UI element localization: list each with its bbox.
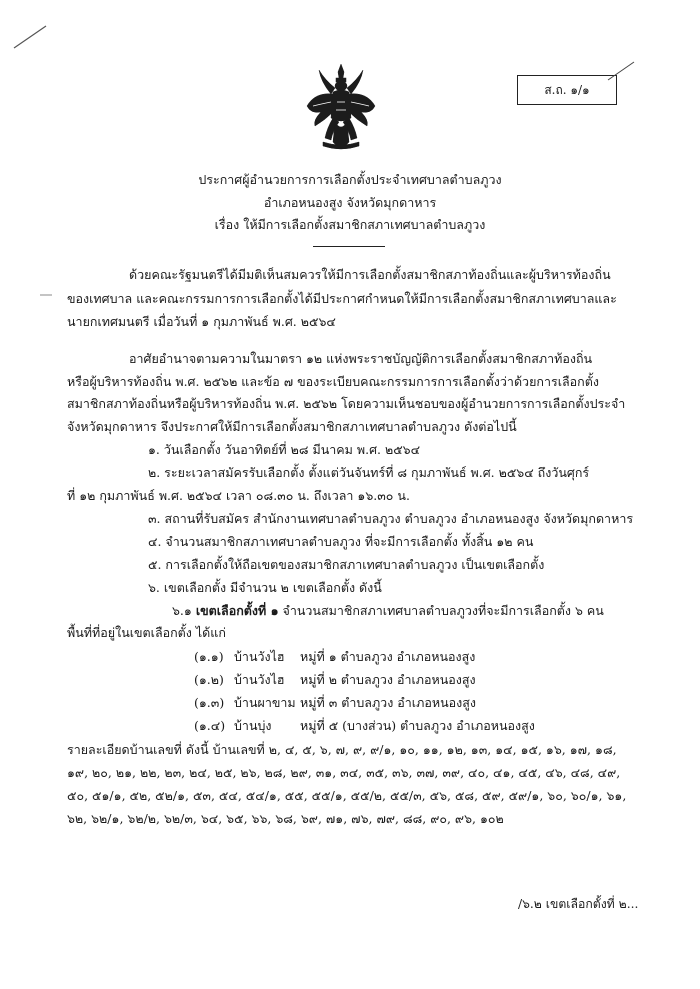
village-name: บ้านวังไฮ <box>234 672 285 687</box>
item-4: ๔. จำนวนสมาชิกสภาเทศบาลตำบลภูวง ที่จะมีการเลือกตั้ง ทั้งสิ้น ๑๒ คน <box>148 534 534 549</box>
announcement-location: อำเภอหนองสูง จังหวัดมุกดาหาร <box>263 195 437 210</box>
pen-stroke-mark <box>10 22 50 52</box>
garuda-emblem-icon <box>305 62 377 154</box>
village-row <box>194 694 476 712</box>
item-1: ๑. วันเลือกตั้ง วันอาทิตย์ที่ ๒๘ มีนาคม พ.ศ. ๒๕๖๔ <box>148 442 421 457</box>
village-detail: หมู่ที่ ๒ ตำบลภูวง อำเภอหนองสูง <box>300 672 476 687</box>
village-row <box>194 717 535 735</box>
zone-1-prefix: ๖.๑ <box>172 603 192 618</box>
zone-1-label: เขตเลือกตั้งที่ ๑ <box>195 603 279 618</box>
item-3: ๓. สถานที่รับสมัคร สำนักงานเทศบาลตำบลภูวง ตำบลภูวง อำเภอหนองสูง จังหวัดมุกดาหาร <box>148 511 634 526</box>
village-number: (๑.๓) <box>194 695 225 710</box>
para1-line-1: ด้วยคณะรัฐมนตรีได้มีมติเห็นสมควรให้มีการเลือกตั้งสมาชิกสภาท้องถิ่นและผู้บริหารท้องถิ่น <box>129 267 611 282</box>
village-number: (๑.๒) <box>194 672 224 687</box>
house-numbers-line-1: รายละเอียดบ้านเลขที่ ดังนี้ บ้านเลขที่ ๒, ๔, ๕, ๖, ๗, ๙, ๙/๑, ๑๐, ๑๑, ๑๒, ๑๓, ๑๔, ๑๕, ๑๖, ๑๗, ๑๘, <box>67 742 617 757</box>
village-name: บ้านผาขาม <box>234 695 296 710</box>
village-detail: หมู่ที่ ๑ ตำบลภูวง อำเภอหนองสูง <box>300 649 476 664</box>
village-detail: หมู่ที่ ๓ ตำบลภูวง อำเภอหนองสูง <box>300 695 476 710</box>
para2-line-4: จังหวัดมุกดาหาร จึงประกาศให้มีการเลือกตั้งสมาชิกสภาเทศบาลตำบลภูวง ดังต่อไปนี้ <box>67 419 517 434</box>
item-2-continued: ที่ ๑๒ กุมภาพันธ์ พ.ศ. ๒๕๖๔ เวลา ๐๘.๓๐ น. ถึงเวลา ๑๖.๓๐ น. <box>67 488 410 503</box>
village-name: บ้านบุ่ง <box>234 718 272 733</box>
hole-punch-mark <box>40 293 52 297</box>
announcement-title: ประกาศผู้อำนวยการการเลือกตั้งประจำเทศบาลตำบลภูวง <box>198 172 502 187</box>
document-code: ส.ถ. ๑/๑ <box>544 83 590 97</box>
para2-line-2: หรือผู้บริหารท้องถิ่น พ.ศ. ๒๕๖๒ และข้อ ๗ ของระเบียบคณะกรรมการการเลือกตั้งว่าด้วยการเลือกตั้ง <box>67 374 599 389</box>
announcement-subject: เรื่อง ให้มีการเลือกตั้งสมาชิกสภาเทศบาลตำบลภูวง <box>214 217 486 232</box>
village-number: (๑.๑) <box>194 649 224 664</box>
village-row <box>194 648 476 666</box>
item-2: ๒. ระยะเวลาสมัครรับเลือกตั้ง ตั้งแต่วันจันทร์ที่ ๘ กุมภาพันธ์ พ.ศ. ๒๕๖๔ ถึงวันศุกร์ <box>148 465 590 480</box>
document-code-box <box>517 75 617 105</box>
title-divider <box>313 246 385 247</box>
tick-mark <box>606 60 636 82</box>
village-row <box>194 671 476 689</box>
item-6: ๖. เขตเลือกตั้ง มีจำนวน ๒ เขตเลือกตั้ง ดังนี้ <box>148 580 382 595</box>
house-numbers-line-4: ๖๒, ๖๒/๑, ๖๒/๒, ๖๒/๓, ๖๔, ๖๕, ๖๖, ๖๘, ๖๙, ๗๑, ๗๖, ๗๙, ๘๘, ๙๐, ๙๖, ๑๐๒ <box>67 811 504 826</box>
village-detail: หมู่ที่ ๕ (บางส่วน) ตำบลภูวง อำเภอหนองสูง <box>300 718 535 733</box>
item-5: ๕. การเลือกตั้งให้ถือเขตของสมาชิกสภาเทศบาลตำบลภูวง เป็นเขตเลือกตั้ง <box>148 557 545 572</box>
zone-1-line <box>172 602 604 620</box>
para2-line-1: อาศัยอำนาจตามความในมาตรา ๑๒ แห่งพระราชบัญญัติการเลือกตั้งสมาชิกสภาท้องถิ่น <box>129 351 593 366</box>
village-number: (๑.๔) <box>194 718 226 733</box>
zone-1-text: จำนวนสมาชิกสภาเทศบาลตำบลภูวงที่จะมีการเลือกตั้ง ๖ คน <box>282 603 604 618</box>
house-numbers-line-2: ๑๙, ๒๐, ๒๑, ๒๒, ๒๓, ๒๔, ๒๕, ๒๖, ๒๘, ๒๙, ๓๑, ๓๔, ๓๕, ๓๖, ๓๗, ๓๙, ๔๐, ๔๑, ๔๕, ๔๖, ๔๘, ๔๙, <box>67 765 621 780</box>
para1-line-3: นายกเทศมนตรี เมื่อวันที่ ๑ กุมภาพันธ์ พ.ศ. ๒๕๖๔ <box>67 314 336 329</box>
continuation-note: /๖.๒ เขตเลือกตั้งที่ ๒... <box>518 897 639 911</box>
house-numbers-line-3: ๕๐, ๕๑/๑, ๕๒, ๕๒/๑, ๕๓, ๕๔, ๕๔/๑, ๕๕, ๕๕/๑, ๕๕/๒, ๕๕/๓, ๕๖, ๕๘, ๕๙, ๕๙/๑, ๖๐, ๖๐/๑, ๖๑, <box>67 788 627 803</box>
para2-line-3: สมาชิกสภาท้องถิ่นหรือผู้บริหารท้องถิ่น พ.ศ. ๒๕๖๒ โดยความเห็นชอบของผู้อำนวยการการเลือกตั้งประจำ <box>67 396 626 411</box>
zone-1-area-line: พื้นที่ที่อยู่ในเขตเลือกตั้ง ได้แก่ <box>67 625 226 640</box>
para1-line-2: ของเทศบาล และคณะกรรมการการเลือกตั้งได้มีประกาศกำหนดให้มีการเลือกตั้งสมาชิกสภาเทศบาลและ <box>67 291 617 306</box>
village-name: บ้านวังไฮ <box>234 649 285 664</box>
